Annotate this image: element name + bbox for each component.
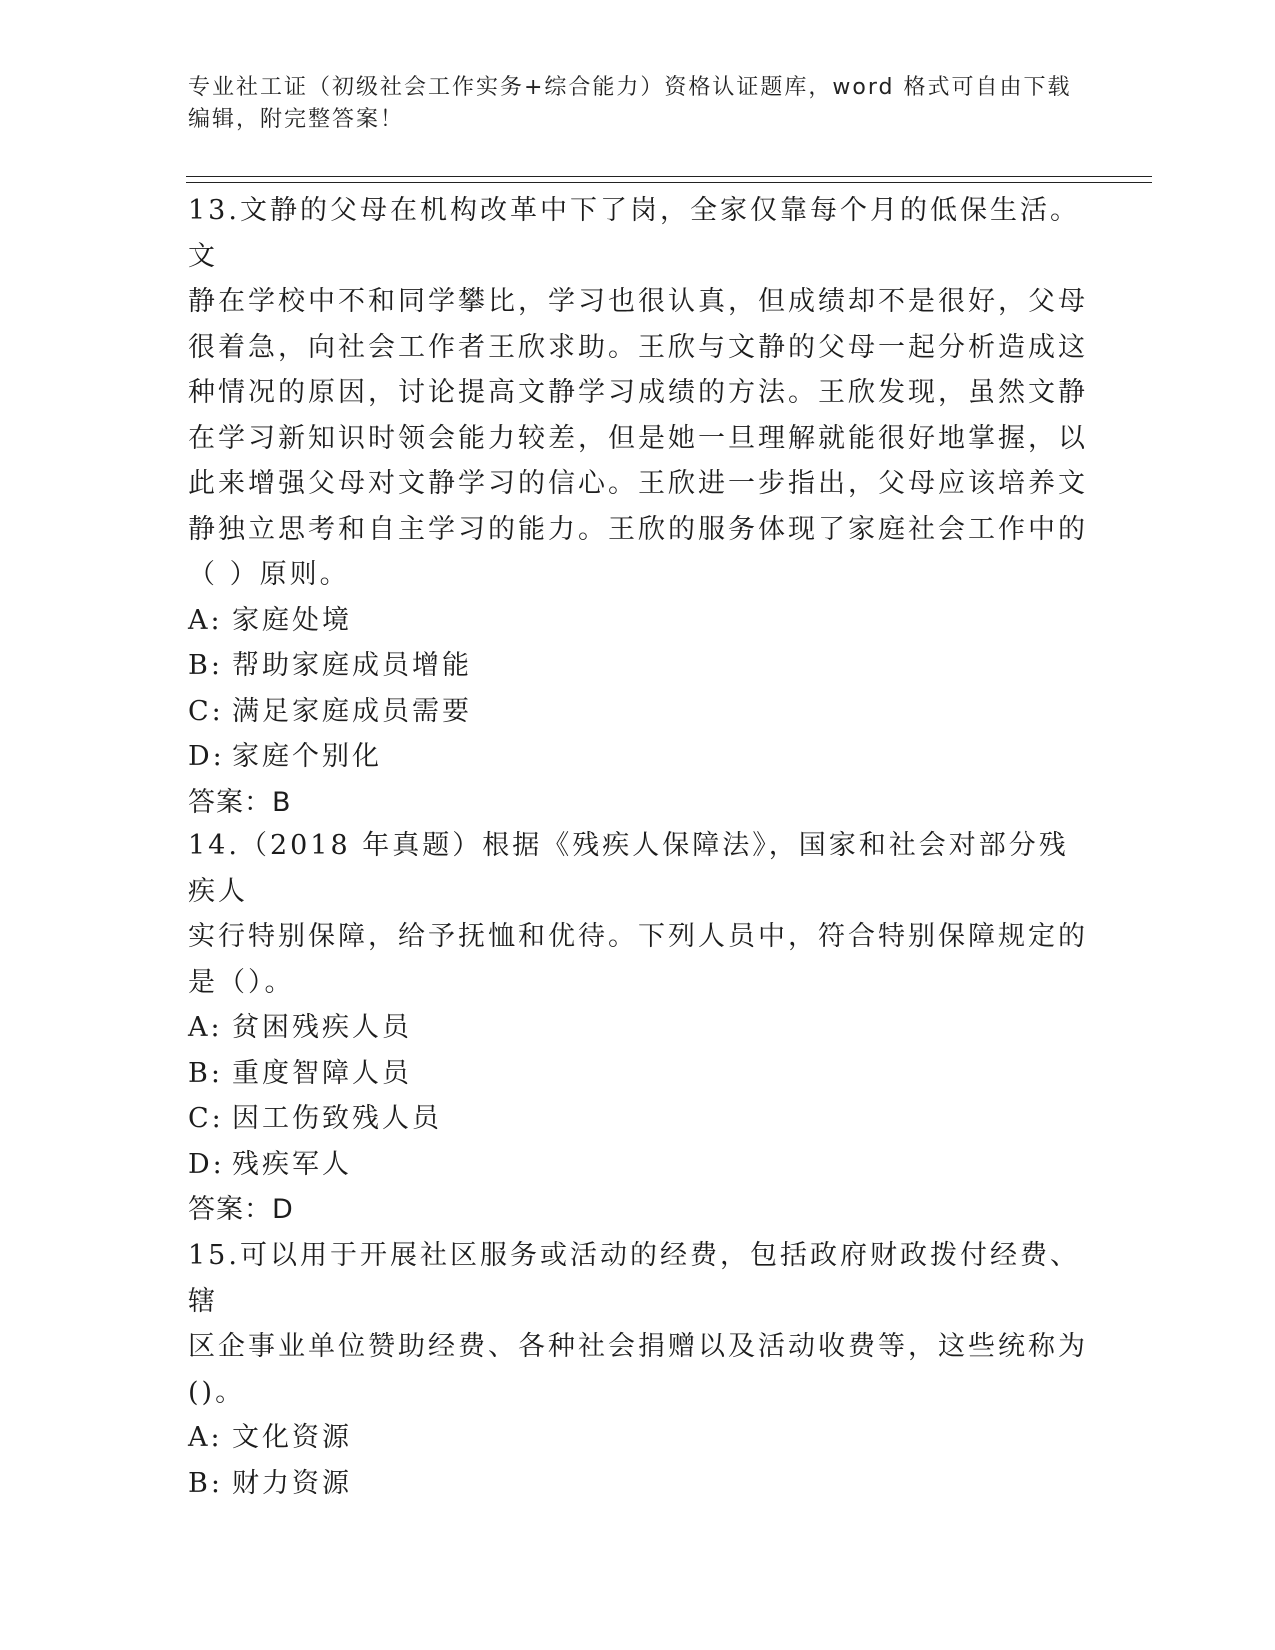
question-15 [188,1233,1088,1506]
option-key: A: [188,604,223,636]
option-b [188,643,1088,689]
option-key: B: [188,1467,223,1499]
question-stem-line: 种情况的原因，讨论提高文静学习成绩的方法。王欣发现，虽然文静 [188,377,1088,408]
option-b [188,1461,1088,1507]
question-stem-line: 在学习新知识时领会能力较差，但是她一旦理解就能很好地掌握，以 [188,422,1088,454]
option-a [188,598,1088,644]
option-text: 贫困残疾人员 [232,1012,412,1043]
option-text: 满足家庭成员需要 [232,695,472,727]
header-line-1: 专业社工证（初级社会工作实务+综合能力）资格认证题库，word 格式可自由下载 [188,75,1072,100]
question-stem-line: 很着急，向社会工作者王欣求助。王欣与文静的父母一起分析造成这 [188,331,1088,363]
option-a [188,1005,1088,1051]
option-text: 文化资源 [232,1422,352,1453]
option-key: D: [188,1148,225,1180]
option-key: B: [188,650,223,681]
option-text: 帮助家庭成员增能 [232,650,472,681]
option-key: B: [188,1057,223,1089]
question-stem-line: 14.（2018 年真题）根据《残疾人保障法》，国家和社会对部分残疾人 [188,830,1069,907]
option-d [188,734,1088,780]
answer-line: 答案：D [188,1194,294,1225]
option-text: 残疾军人 [232,1148,352,1180]
header-divider-top [186,176,1152,177]
question-stem-line: 是（）。 [188,966,295,998]
document-header [188,72,1088,136]
option-key: C: [188,1103,224,1134]
question-stem-line: （ ）原则。 [188,559,350,590]
question-stem-line: 区企事业单位赞助经费、各种社会捐赠以及活动收费等，这些统称为 [188,1331,1088,1362]
question-stem-line: 此来增强父母对文静学习的信心。王欣进一步指出，父母应该培养文 [188,468,1088,499]
option-text: 家庭个别化 [232,741,382,772]
option-d [188,1142,1088,1188]
question-13 [188,188,1088,825]
question-stem-line: 15.可以用于开展社区服务或活动的经费，包括政府财政拨付经费、辖 [188,1240,1080,1317]
option-key: C: [188,695,224,727]
question-stem-line: 静在学校中不和同学攀比，学习也很认真，但成绩却不是很好，父母 [188,286,1088,317]
option-c [188,689,1088,735]
option-text: 财力资源 [232,1467,352,1499]
option-key: D: [188,741,225,772]
question-14 [188,823,1088,1233]
header-line-2: 编辑，附完整答案！ [188,107,405,132]
question-stem-line: ()。 [188,1376,246,1408]
option-text: 家庭处境 [232,604,352,636]
option-a [188,1415,1088,1461]
answer-line: 答案：B [188,786,292,818]
question-stem-line: 13.文静的父母在机构改革中下了岗，全家仅靠每个月的低保生活。文 [188,195,1080,272]
option-key: A: [188,1012,223,1043]
header-divider-bottom [186,182,1152,183]
option-text: 因工伤致残人员 [232,1103,442,1134]
option-b [188,1051,1088,1097]
question-stem-line: 静独立思考和自主学习的能力。王欣的服务体现了家庭社会工作中的 [188,513,1088,545]
question-stem-line: 实行特别保障，给予抚恤和优待。下列人员中，符合特别保障规定的 [188,921,1088,952]
option-text: 重度智障人员 [232,1057,412,1089]
option-c [188,1096,1088,1142]
option-key: A: [188,1422,223,1453]
